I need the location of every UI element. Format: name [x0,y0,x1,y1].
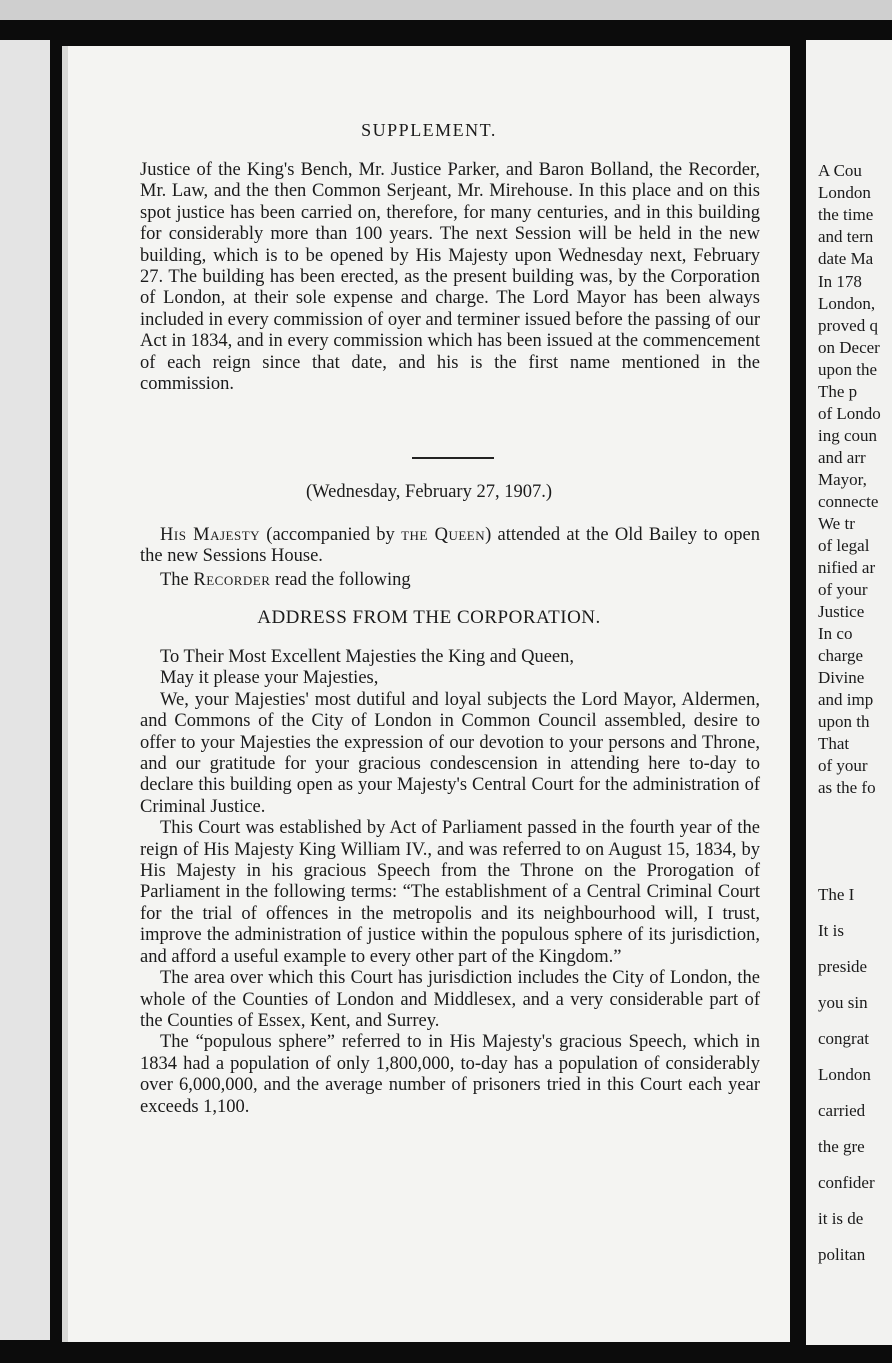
address-paragraph: We, your Majesties' most dutiful and loyal subjects the Lord Mayor, Aldermen, and Commons of the City of London in Common Council assembled, desire to offer to your Majesties the expression of our devotion to your persons and Throne, and our gratitude for your gracious condescension in attending here to-day to declare this building open as your Majesty's Central Court for the administration of Criminal Justice. [140,689,760,817]
facing-line: Divine [818,668,865,687]
facing-line: of Londo [818,404,881,423]
facing-line: Mayor, [818,470,867,489]
facing-line: Justice [818,602,865,621]
facing-line: A Cou [818,161,862,180]
attendance-text-1: (accompanied by [260,525,402,545]
facing-line: and imp [818,690,874,709]
recorder-text-2: read the following [270,570,411,590]
facing-line: and tern [818,227,874,246]
facing-line: congrat [818,1029,869,1048]
address-title: ADDRESS FROM THE CORPORATION. [257,607,601,628]
facing-line: you sin [818,993,868,1012]
facing-line: the gre [818,1137,865,1156]
facing-line: carried [818,1101,866,1120]
address-greeting: May it please your Majesties, [160,668,379,689]
address-body [140,647,760,1118]
facing-line: London [818,1065,871,1084]
his-majesty-text: His Majesty [160,525,261,545]
facing-line: nified ar [818,558,876,577]
facing-line: preside [818,957,868,976]
facing-line: on Decer [818,338,880,357]
scan-top-edge [0,0,892,22]
left-page-edge [0,40,50,1340]
paragraph-attendance [140,525,760,568]
facing-line: We tr [818,514,855,533]
recorder-text-1: The [160,570,194,590]
facing-line: London, [818,294,876,313]
facing-line: charge [818,646,863,665]
facing-line: it is de [818,1209,864,1228]
facing-line: London [818,183,871,202]
facing-line: connecte [818,492,879,511]
main-page [62,46,790,1342]
facing-line: ing coun [818,426,878,445]
address-paragraph: The area over which this Court has jurisdiction includes the City of London, the whole of the Counties of London and Middlesex, and a very considerable part of the Counties of Essex, Kent, and Surrey. [140,968,760,1031]
facing-line: confider [818,1173,875,1192]
facing-line: of your [818,756,868,775]
facing-line: The I [818,885,855,904]
address-salutation: To Their Most Excellent Majesties the King and Queen, [160,647,575,667]
facing-line: the time [818,205,874,224]
running-header: SUPPLEMENT. [361,120,497,140]
facing-line: In 178 [818,272,862,291]
facing-line: upon th [818,712,870,731]
facing-line: The p [818,382,858,401]
address-paragraph: This Court was established by Act of Parliament passed in the fourth year of the reign of His Majesty King William IV., and was referred to on August 15, 1834, by His Majesty in his gracious Speech from the Throne on the Prorogation of Parliament in the following terms: “The establishment of a Central Criminal Court for the trial of offences in the metropolis and its neighbourhood will, I trust, improve the administration of justice within the populous sphere of its jurisdiction, and afford a useful example to every other part of the Kingdom.” [140,818,760,967]
facing-line: of legal [818,536,870,555]
recorder-text: Recorder [193,570,271,590]
paragraph-intro: Justice of the King's Bench, Mr. Justice Parker, and Baron Bolland, the Recorder, Mr. Law, and the then Common Serjeant, Mr. Mirehouse. In this place and on this spot justice has been carried on, therefore, for many centuries, and in this building for considerably more than 100 years. The next Session will be held in the new building, which is to be opened by His Majesty upon Wednesday next, February 27. The building has been erected, as the present building was, by the Corporation of London, at their sole expense and charge. The Lord Mayor has been always included in every commission of oyer and terminer issued before the passing of our Act in 1834, and in every commission which has been issued at the commencement of each reign since that date, and his is the first name mentioned in the commission. [140,160,760,395]
facing-line: proved q [818,316,878,335]
section-date: (Wednesday, February 27, 1907.) [306,482,552,502]
facing-line: as the fo [818,778,876,797]
the-queen-text: the Queen [401,525,486,545]
facing-line: In co [818,624,853,643]
facing-line: date Ma [818,249,874,268]
facing-line: That [818,734,850,753]
facing-line: and arr [818,448,866,467]
section-rule [412,457,494,459]
facing-line: It is [818,921,844,940]
paragraph-recorder [140,570,760,591]
address-paragraph: The “populous sphere” referred to in His Majesty's gracious Speech, which in 1834 had a population of only 1,800,000, to-day has a population of considerably over 6,000,000, and the average number of prisoners tried in this Court each year exceeds 1,100. [140,1032,760,1117]
attendance-text-2: ) attended at the Old Bailey to open the new Sessions House. [140,525,761,567]
facing-page [806,40,892,1345]
facing-line: of your [818,580,868,599]
facing-line: upon the [818,360,878,379]
facing-line: politan [818,1245,866,1264]
